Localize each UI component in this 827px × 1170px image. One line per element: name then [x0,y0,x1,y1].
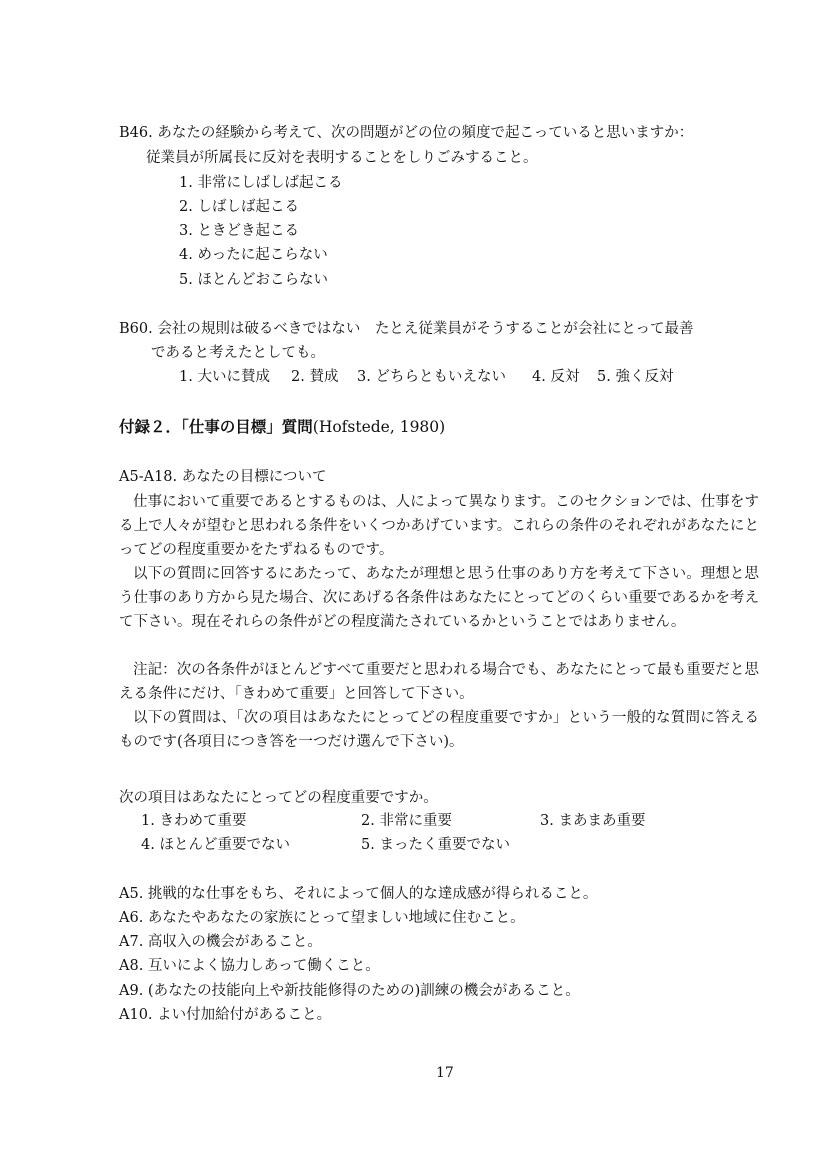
item-a9: A9. (あなたの技能向上や新技能修得のための)訓練の機会があること。 [119,983,580,999]
scale-option-3: 3. まあまあ重要 [540,813,646,829]
b60-option-4: 4. 反対 [532,369,580,385]
b60-question: B60. 会社の規則は破るべきではない たとえ従業員がそうすることが会社にとって最善 [119,321,694,337]
item-a8: A8. 互いによく協力しあって働くこと。 [119,958,380,974]
a5-a18-paragraph-3: 注記：次の各条件がほとんどすべて重要だと思われる場合でも、あなたにとって最も重要だと思える条件にだけ、「きわめて重要」と回答して下さい。 [119,662,759,702]
scale-option-5: 5. まったく重要でない [361,837,510,853]
b60-option-5: 5. 強く反対 [597,369,674,385]
b46-option-1: 1. 非常にしばしば起こる [179,175,343,191]
scale-option-1: 1. きわめて重要 [141,813,247,829]
b60-option-3: 3. どちらともいえない [357,369,506,385]
a5-a18-paragraph-4: 以下の質問は、「次の項目はあなたにとってどの程度重要ですか」という一般的な質問に答えるものです(各項目につき答を一つだけ選んで下さい)。 [119,710,759,750]
scale-option-2: 2. 非常に重要 [361,813,452,829]
a5-a18-paragraph-2: 以下の質問に回答するにあたって、あなたが理想と思う仕事のあり方を考えて下さい。理想と思う仕事のあり方から見た場合、次にあげる各条件はあなたにとってどのくらい重要であるかを考えて下さい。現在それらの条件がどの程度満たされているかということではありません。 [119,566,759,630]
appendix-title: 付録２．「仕事の目標」質問 [119,418,313,436]
b60-question-cont: であると考えたとしても。 [151,345,325,361]
appendix-heading [119,420,445,436]
item-a5: A5. 挑戦的な仕事をもち、それによって個人的な達成感が得られること。 [119,886,598,902]
b46-option-4: 4. めったに起こらない [179,247,328,263]
item-a7: A7. 高収入の機会があること。 [119,934,322,950]
appendix-citation: (Hofstede, 1980) [312,418,446,436]
b46-option-3: 3. ときどき起こる [179,223,299,239]
b46-option-5: 5. ほとんどおこらない [179,272,328,288]
b60-option-2: 2. 賛成 [291,369,339,385]
b60-option-1: 1. 大いに賛成 [179,369,270,385]
a5-a18-paragraph-1: 仕事において重要であるとするものは、人によって異なります。このセクションでは、仕事をする上で人々が望むと思われる条件をいくつかあげています。これらの条件のそれぞれがあなたにとってどの程度重要かをたずねるものです。 [119,494,759,558]
a5-a18-header: A5-A18. あなたの目標について [119,469,327,485]
page-number: 17 [436,1065,454,1081]
b46-question: B46. あなたの経験から考えて、次の問題がどの位の頻度で起こっていると思いますか： [119,125,694,141]
b46-option-2: 2. しばしば起こる [179,199,299,215]
b46-statement: 従業員が所属長に反対を表明することをしりごみすること。 [146,150,538,166]
scale-option-4: 4. ほとんど重要でない [141,837,290,853]
item-a10: A10. よい付加給付があること。 [119,1007,332,1023]
item-a6: A6. あなたやあなたの家族にとって望ましい地域に住むこと。 [119,910,525,926]
scale-prompt: 次の項目はあなたにとってどの程度重要ですか。 [119,790,438,806]
